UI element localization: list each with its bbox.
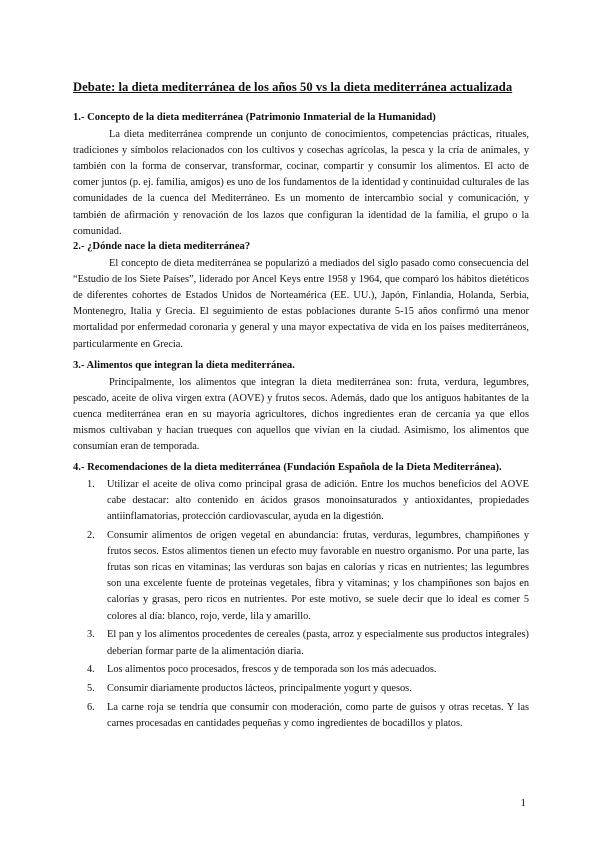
section-heading: 1.- Concepto de la dieta mediterránea (Patrimonio Inmaterial de la Humanidad) xyxy=(73,112,436,123)
list-item xyxy=(73,681,529,697)
list-item-text: La carne roja se tendría que consumir con moderación, como parte de guisos y otras recetas. Y las carnes procesadas en cantidades pequeñas y como ingredientes de bocadillos y platos. xyxy=(107,701,529,729)
section-heading: 2.- ¿Dónde nace la dieta mediterránea? xyxy=(73,241,251,252)
list-item xyxy=(73,528,529,625)
section-heading: 4.- Recomendaciones de la dieta mediterránea (Fundación Española de la Dieta Mediterránea). xyxy=(73,462,502,473)
list-item-number: 6. xyxy=(87,701,95,713)
section-heading: 3.- Alimentos que integran la dieta mediterránea. xyxy=(73,360,295,371)
list-item-text: El pan y los alimentos procedentes de cereales (pasta, arroz y especialmente sus productos integrales) deberían formar parte de la alimentación diaria. xyxy=(107,629,529,657)
document-title: Debate: la dieta mediterránea de los años 50 vs la dieta mediterránea actualizada xyxy=(73,80,513,94)
page-number: 1 xyxy=(520,797,526,809)
section-origen xyxy=(73,239,529,353)
list-item xyxy=(73,662,529,678)
recommendations-list xyxy=(73,477,529,733)
list-item-text: Los alimentos poco procesados, frescos y de temporada son los más adecuados. xyxy=(107,664,437,676)
list-item-text: Consumir alimentos de origen vegetal en abundancia: frutas, verduras, legumbres, champiñones y frutos secos. Estos alimentos tienen un efecto muy favorable en nuestro organismo. Por una parte, las frutas son ricas en vitaminas; las verduras son bajas en calorías y ricas en nutrientes; las legumbres son una excelente fuente de proteínas vegetales, fibra y vitaminas; y los champiñones son bajos en calorías y grasas, pero ricos en nutrientes. Por este motivo, se suele decir que lo ideal es comer 5 colores al día: blanco, rojo, verde, lila y amarillo. xyxy=(107,529,529,622)
list-item-number: 1. xyxy=(87,478,95,490)
section-paragraph: Principalmente, los alimentos que integran la dieta mediterránea son: fruta, verdura, legumbres, pescado, aceite de oliva virgen extra (AOVE) y frutos secos. Además, dado que los antiguos habitantes de la cuenca mediterránea eran en su mayoría agricultores, dichos ingredientes eran de cercanía ya que ellos mismos cultivaban y hacían trueques con aquellos que vivían en la ciudad. Asimismo, los alimentos que consumían eran de temporada. xyxy=(73,376,529,453)
section-paragraph: El concepto de dieta mediterránea se popularizó a mediados del siglo pasado como consecuencia del “Estudio de los Siete Países”, liderado por Ancel Keys entre 1958 y 1964, que comparó los hábitos dietéticos de diferentes cohortes de Estados Unidos de Norteamérica (EE. UU.), Japón, Finlandia, Holanda, Serbia, Montenegro, Italia y Grecia. El seguimiento de estas poblaciones durante 5-15 años confirmó una menor mortalidad por enfermedad coronaria y general y una mayor expectativa de vida en los países mediterráneos, particularmente en Grecia. xyxy=(73,257,529,350)
list-item-number: 5. xyxy=(87,682,95,694)
list-item xyxy=(73,627,529,659)
section-paragraph: La dieta mediterránea comprende un conjunto de conocimientos, competencias prácticas, rituales, tradiciones y símbolos relacionados con los cultivos y cosechas agrícolas, la pesca y la cría de animales, y también con la forma de conservar, transformar, cocinar, compartir y consumir los alimentos. El acto de comer juntos (p. ej. familia, amigos) es uno de los fundamentos de la identidad y continuidad culturales de las comunidades de la cuenca del Mediterráneo. Es un momento de intercambio social y comunicación, y también de afirmación y renovación de los lazos que configuran la identidad de la familia, el grupo o la comunidad. xyxy=(73,128,529,237)
list-item-number: 3. xyxy=(87,629,95,641)
list-item-number: 2. xyxy=(87,529,95,541)
list-item xyxy=(73,477,529,526)
list-item-number: 4. xyxy=(87,664,95,676)
section-concepto xyxy=(73,110,529,240)
list-item-text: Consumir diariamente productos lácteos, principalmente yogurt y quesos. xyxy=(107,682,412,694)
section-alimentos xyxy=(73,358,529,456)
list-item-text: Utilizar el aceite de oliva como principal grasa de adición. Entre los muchos beneficios del AOVE cabe destacar: alto contenido en ácidos grasos monoinsaturados y antioxidantes, propiedades antiinflamatorias, protección cardiovascular, ayuda en la digestión. xyxy=(107,478,529,522)
list-item xyxy=(73,700,529,732)
section-recomendaciones xyxy=(73,460,529,735)
